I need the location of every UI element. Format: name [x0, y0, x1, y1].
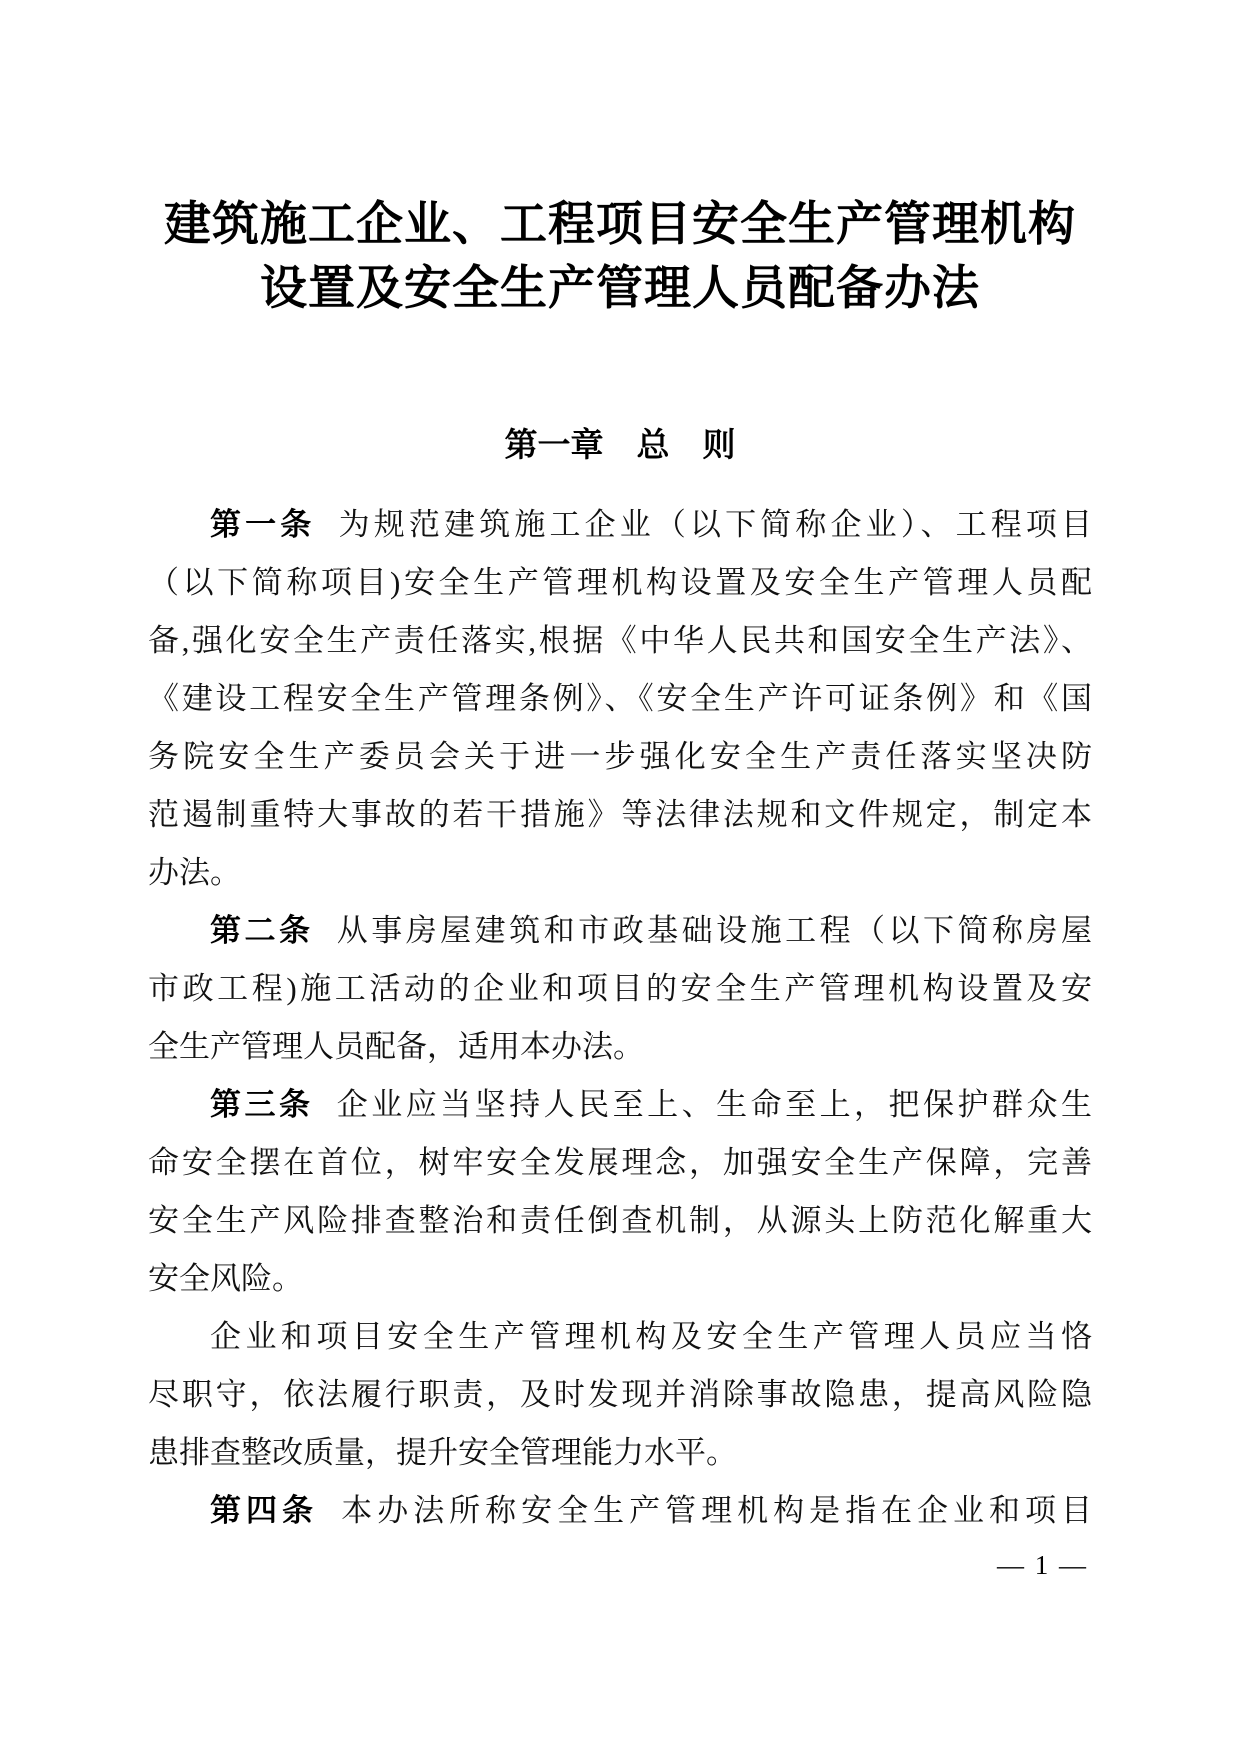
- line-text: 《建设工程安全生产管理条例》、《安全生产许可证条例》和《国: [148, 681, 1092, 716]
- line-text: 企业和项目安全生产管理机构及安全生产管理人员应当恪: [210, 1319, 1092, 1354]
- document-title-line-1: 建筑施工企业、工程项目安全生产管理机构: [164, 197, 1076, 250]
- article-line: [148, 902, 1092, 960]
- article-line: [148, 1076, 1092, 1134]
- document-body: [148, 496, 1092, 1540]
- line-text: 安全生产风险排查整治和责任倒查机制，从源头上防范化解重大: [148, 1203, 1092, 1238]
- page-number: — 1 —: [997, 1550, 1088, 1580]
- article-line: [148, 1482, 1092, 1540]
- body-line: [148, 1018, 1092, 1076]
- article-line: [148, 496, 1092, 554]
- line-text: 安全风险。: [148, 1261, 303, 1296]
- line-text: 企业应当坚持人民至上、生命至上，把保护群众生: [336, 1087, 1092, 1122]
- body-line: [148, 670, 1092, 728]
- line-text: 患排查整改质量，提升安全管理能力水平。: [148, 1435, 737, 1470]
- line-text: （以下简称项目)安全生产管理机构设置及安全生产管理人员配: [148, 565, 1092, 600]
- body-line: [148, 728, 1092, 786]
- body-line: [148, 1366, 1092, 1424]
- chapter-heading: 第一章 总 则: [504, 426, 736, 463]
- line-text: 全生产管理人员配备，适用本办法。: [148, 1029, 644, 1064]
- body-line: [148, 786, 1092, 844]
- body-line: [148, 1192, 1092, 1250]
- line-text: 办法。: [148, 855, 241, 890]
- body-line: [148, 844, 1092, 902]
- article-number: 第一条: [210, 507, 316, 542]
- article-number: 第二条: [210, 913, 314, 948]
- line-text: 范遏制重特大事故的若干措施》等法律法规和文件规定，制定本: [148, 797, 1092, 832]
- line-text: 从事房屋建筑和市政基础设施工程（以下简称房屋: [336, 913, 1092, 948]
- body-line: [148, 1134, 1092, 1192]
- line-text: 本办法所称安全生产管理机构是指在企业和项目: [341, 1493, 1092, 1528]
- article-number: 第四条: [210, 1493, 318, 1528]
- line-text: 市政工程)施工活动的企业和项目的安全生产管理机构设置及安: [148, 971, 1092, 1006]
- line-text: 为规范建筑施工企业（以下简称企业）、工程项目: [338, 507, 1092, 542]
- line-text: 备,强化安全生产责任落实,根据《中华人民共和国安全生产法》、: [148, 623, 1092, 658]
- line-text: 尽职守，依法履行职责，及时发现并消除事故隐患，提高风险隐: [148, 1377, 1092, 1412]
- body-line: [148, 1308, 1092, 1366]
- body-line: [148, 554, 1092, 612]
- article-number: 第三条: [210, 1087, 314, 1122]
- body-line: [148, 1250, 1092, 1308]
- document-title-line-2: 设置及安全生产管理人员配备办法: [260, 261, 980, 314]
- body-line: [148, 1424, 1092, 1482]
- line-text: 务院安全生产委员会关于进一步强化安全生产责任落实坚决防: [148, 739, 1092, 774]
- body-line: [148, 960, 1092, 1018]
- body-line: [148, 612, 1092, 670]
- document-title: [148, 192, 1092, 320]
- line-text: 命安全摆在首位，树牢安全发展理念，加强安全生产保障，完善: [148, 1145, 1092, 1180]
